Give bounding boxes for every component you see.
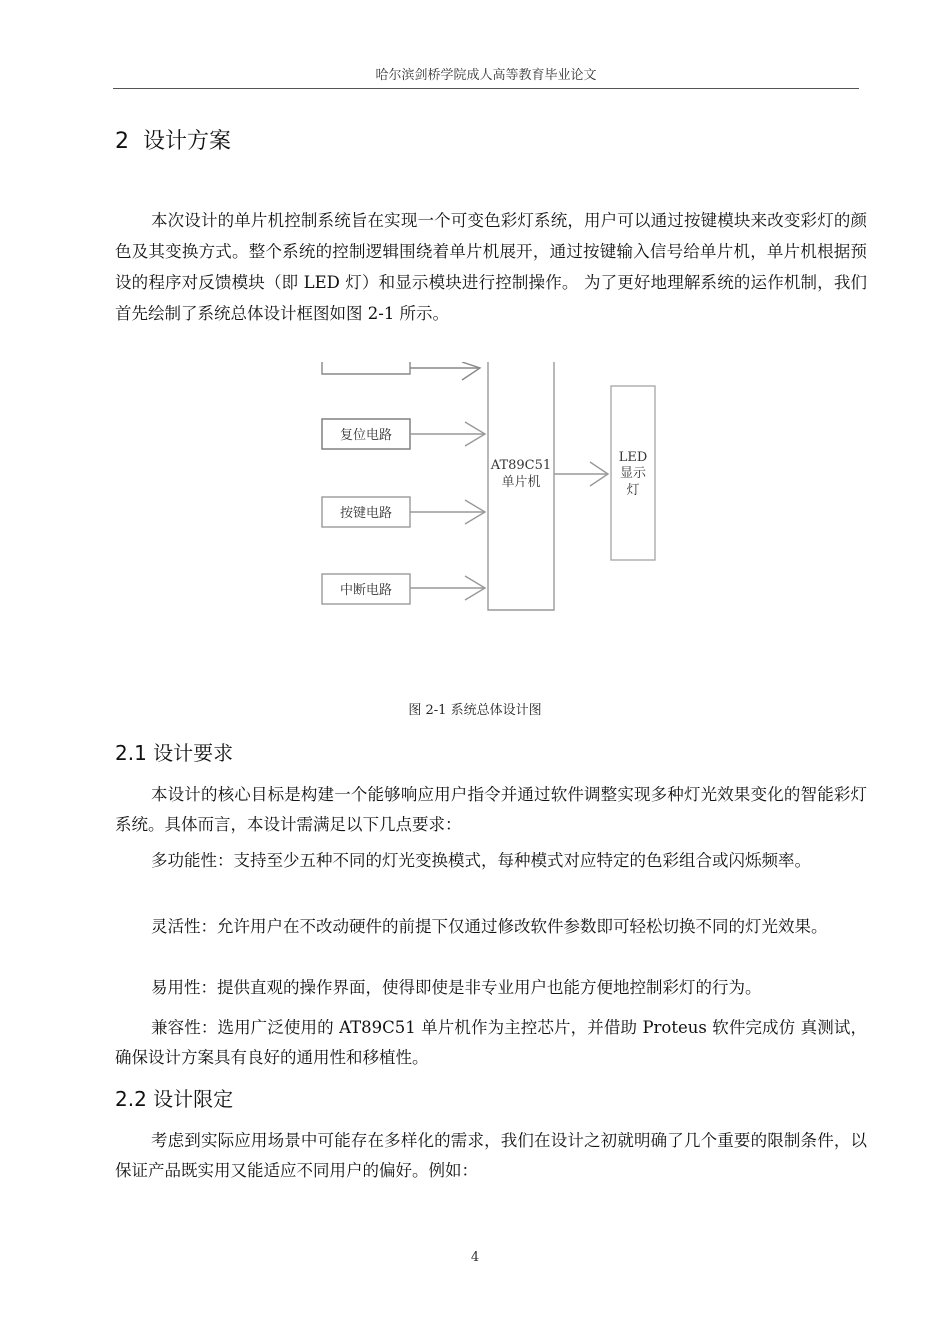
interrupt-circuit-box (322, 574, 410, 604)
intro-paragraph: 本次设计的单片机控制系统旨在实现一个可变色彩灯系统，用户可以通过按键模块来改变彩灯的颜色及其变换方式。整个系统的控制逻辑围绕着单片机展开，通过按键输入信号给单片机，单片机根据预设的程序对反馈模块（即 LED 灯）和显示模块进行控制操作。 为了更好地理解系统的运作机制，我们首先绘制了系统总体设计框图如图 2-1 所示。 (115, 211, 867, 323)
section-number: 2 (115, 129, 129, 154)
led-label-line3: 灯 (626, 483, 640, 498)
figure-caption: 图 2-1 系统总体设计图 (408, 703, 542, 718)
subsection-heading-2-2: 2.2 设计限定 (115, 1087, 234, 1111)
mcu-box (488, 362, 554, 610)
interrupt-arrow (410, 576, 485, 600)
mcu-to-led-arrow (554, 462, 608, 486)
key-circuit-box (322, 497, 410, 527)
requirement-flexibility: 灵活性：允许用户在不改动硬件的前提下仅通过修改软件参数即可轻松切换不同的灯光效果。 (151, 917, 828, 936)
key-arrow (410, 500, 485, 524)
requirement-usability: 易用性：提供直观的操作界面，使得即使是非专业用户也能方便地控制彩灯的行为。 (151, 978, 762, 997)
key-circuit-label: 按键电路 (339, 506, 393, 521)
requirement-compatibility: 兼容性：选用广泛使用的 AT89C51 单片机作为主控芯片，并借助 Proteus 软件完成仿 真测试，确保设计方案具有良好的通用性和移植性。 (115, 1018, 867, 1067)
page-number: 4 (470, 1250, 480, 1265)
mcu-model-label: AT89C51 (490, 458, 552, 473)
header-rule (113, 88, 859, 89)
section-heading (115, 124, 231, 155)
requirement-multifunction: 多功能性：支持至少五种不同的灯光变换模式，每种模式对应特定的色彩组合或闪烁频率。 (151, 851, 811, 870)
page-header: 哈尔滨剑桥学院成人高等教育毕业论文 (375, 68, 597, 83)
led-label-line2: 显示 (619, 466, 647, 481)
top-arrow (410, 362, 480, 380)
interrupt-circuit-label: 中断电路 (339, 583, 393, 598)
reset-arrow (410, 422, 485, 446)
reset-circuit-label: 复位电路 (339, 428, 393, 443)
section-title: 设计方案 (143, 129, 232, 154)
constraints-intro: 考虑到实际应用场景中可能存在多样化的需求，我们在设计之初就明确了几个重要的限制条件，以保证产品既实用又能适应不同用户的偏好。例如： (115, 1131, 867, 1180)
requirements-intro: 本设计的核心目标是构建一个能够响应用户指令并通过软件调整实现多种灯光效果变化的智能彩灯系统。具体而言，本设计需满足以下几点要求： (115, 785, 867, 834)
reset-circuit-box (322, 419, 410, 449)
mcu-label: 单片机 (501, 475, 541, 490)
system-block-diagram (300, 362, 690, 622)
led-display-box (611, 386, 655, 560)
subsection-heading-2-1: 2.1 设计要求 (115, 741, 234, 765)
led-label-line1: LED (618, 450, 648, 465)
top-input-box (322, 362, 410, 374)
